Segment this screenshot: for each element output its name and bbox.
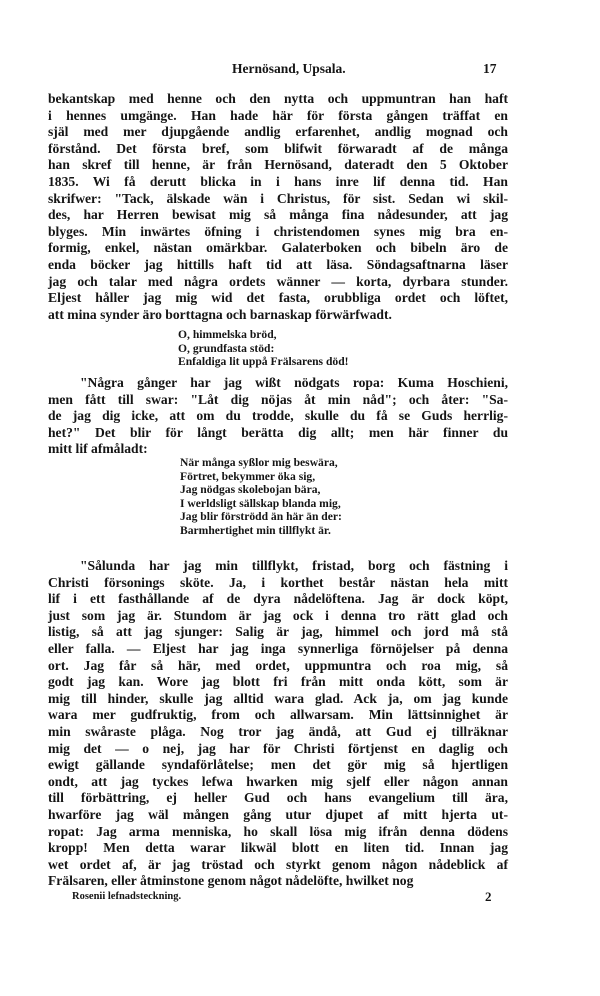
verse-line: När många syßlor mig beswära,: [180, 456, 338, 469]
paragraph-line: hwarföre jag wäl mången gång utur djupet af mitt hjerta ut-: [48, 807, 508, 822]
paragraph-line: Frälsaren, eller åtminstone genom något nådelöfte, hwilket nog: [48, 873, 414, 889]
paragraph-line: han skref till henne, är från Hernösand, dateradt den 5 Oktober: [48, 157, 508, 173]
paragraph-line: min swåraste plåga. Nog tror jag ändå, att Gud ej tillräknar: [48, 724, 508, 739]
paragraph-line: wara mer gudfruktig, from och allwarsam. Min lättsinnighet är: [48, 707, 508, 723]
paragraph-line: ropat: Jag arma menniska, ho skall lösa mig ifrån denna dödens: [48, 823, 508, 839]
paragraph-line: men fått till swar: "Låt dig nöjas åt min nåd"; och åter: "Sa-: [48, 391, 508, 407]
paragraph-line: het?" Det blir för långt berätta dig allt; men här finner du: [48, 424, 508, 440]
sheet-number: 2: [485, 889, 492, 904]
paragraph-line: blyges. Min inwärtes öfning i christendomen synes mig bra en-: [48, 223, 508, 239]
paragraph-line: ondt, att jag tyckes lefwa hwarken mig sjelf eller någon annan: [48, 773, 508, 789]
running-title: Hernösand, Upsala.: [232, 61, 346, 76]
paragraph-line: själ med mer djupgående andlig erfarenhet, andlig mognad och: [48, 124, 508, 140]
verse-line: O, himmelska bröd,: [178, 328, 277, 341]
paragraph-line: ort. Jag får så här, med ordet, uppmuntra och roa mig, så: [48, 657, 508, 673]
paragraph-line: listig, så att jag sjunger: Salig är jag, himmel och jord må stå: [48, 624, 508, 640]
paragraph-line: Christi försonings sköte. Ja, i korthet består nästan hela mitt: [48, 574, 508, 590]
verse-line: Jag blir förströdd än här än der:: [180, 510, 342, 524]
paragraph-line: förstånd. Det första bref, som blifwit förwaradt af de många: [48, 140, 508, 156]
paragraph-line: skrifwer: "Tack, älskade wän i Christus, för sist. Sedan wi skil-: [48, 190, 508, 206]
paragraph-line: bekantskap med henne och den nytta och uppmuntran han haft: [48, 91, 508, 106]
paragraph-line: eller falla. — Eljest har jag inga synnerliga förnöjelser på denna: [48, 641, 508, 656]
verse-line: Enfaldiga lit uppå Frälsarens död!: [178, 355, 349, 369]
verse-line: Barmhertighet min tillflykt är.: [180, 524, 331, 537]
paragraph-line: just som jag är. Stundom är jag ock i denna tro rätt glad och: [48, 607, 508, 623]
paragraph-line: mig till hinder, skulle jag alltid wara glad. Ack ja, om jag kunde: [48, 690, 508, 706]
paragraph-line: "Några gånger har jag wißt nödgats ropa: Kuma Hoschieni,: [80, 375, 508, 390]
paragraph-line: wet ordet af, är jag tröstad och styrkt genom någon nådeblick af: [48, 856, 508, 872]
verse-line: I werldsligt sällskap blanda mig,: [180, 496, 341, 510]
verse-line: Jag nödgas skolebojan bära,: [180, 483, 321, 497]
paragraph-line: kropp! Men detta warar likwäl blott en liten tid. Innan jag: [48, 840, 508, 856]
paragraph-line: ewigt gällande syndaförlåtelse; men det gör mig så hjertligen: [48, 757, 508, 773]
paragraph-line: lif i ett fasthållande af de dyra nådelöftena. Jag är dock köpt,: [48, 591, 508, 607]
page-number: 17: [483, 61, 497, 76]
paragraph-line: jag och talar med några ordets wänner — korta, dyrbara stunder.: [48, 273, 508, 289]
paragraph-line: enda böcker jag hittills haft tid att läsa. Söndagsaftnarna läser: [48, 257, 508, 272]
verse-line: O, grundfasta stöd:: [178, 341, 275, 355]
paragraph-line: mig det — o nej, jag har för Christi förtjenst en daglig och: [48, 740, 508, 756]
paragraph-line: formig, enkel, nästan omärkbar. Galaterboken och bibeln äro de: [48, 240, 508, 256]
paragraph-line: Eljest håller jag mig wid det fasta, orubbliga ordet och löftet,: [48, 290, 508, 306]
paragraph-line: till förbättring, ej heller Gud och hans evangelium till ära,: [48, 790, 508, 806]
paragraph-line: godt jag kan. Wore jag blott fri från mitt onda kött, som är: [48, 674, 508, 690]
signature-mark: Rosenii lefnadsteckning.: [72, 891, 182, 902]
paragraph-line: 1835. Wi få derutt blicka in i hans inre lif denna tid. Han: [48, 174, 508, 189]
paragraph-line: att mina synder äro borttagna och barnaskap förwärfwadt.: [48, 306, 392, 322]
paragraph-line: des, har Herren bewisat mig så många fina nådesunder, att jag: [48, 207, 508, 223]
paragraph-line: mitt lif afmåladt:: [48, 441, 148, 457]
verse-line: Förtret, bekymmer öka sig,: [180, 469, 316, 483]
paragraph-line: i hennes umgänge. Han hade här för första gången träffat en: [48, 107, 508, 123]
paragraph-line: de jag dig icke, att om du trodde, skulle du få se Guds herrlig-: [48, 408, 508, 424]
paragraph-line: "Sålunda har jag min tillflykt, fristad, borg och fästning i: [80, 558, 508, 573]
